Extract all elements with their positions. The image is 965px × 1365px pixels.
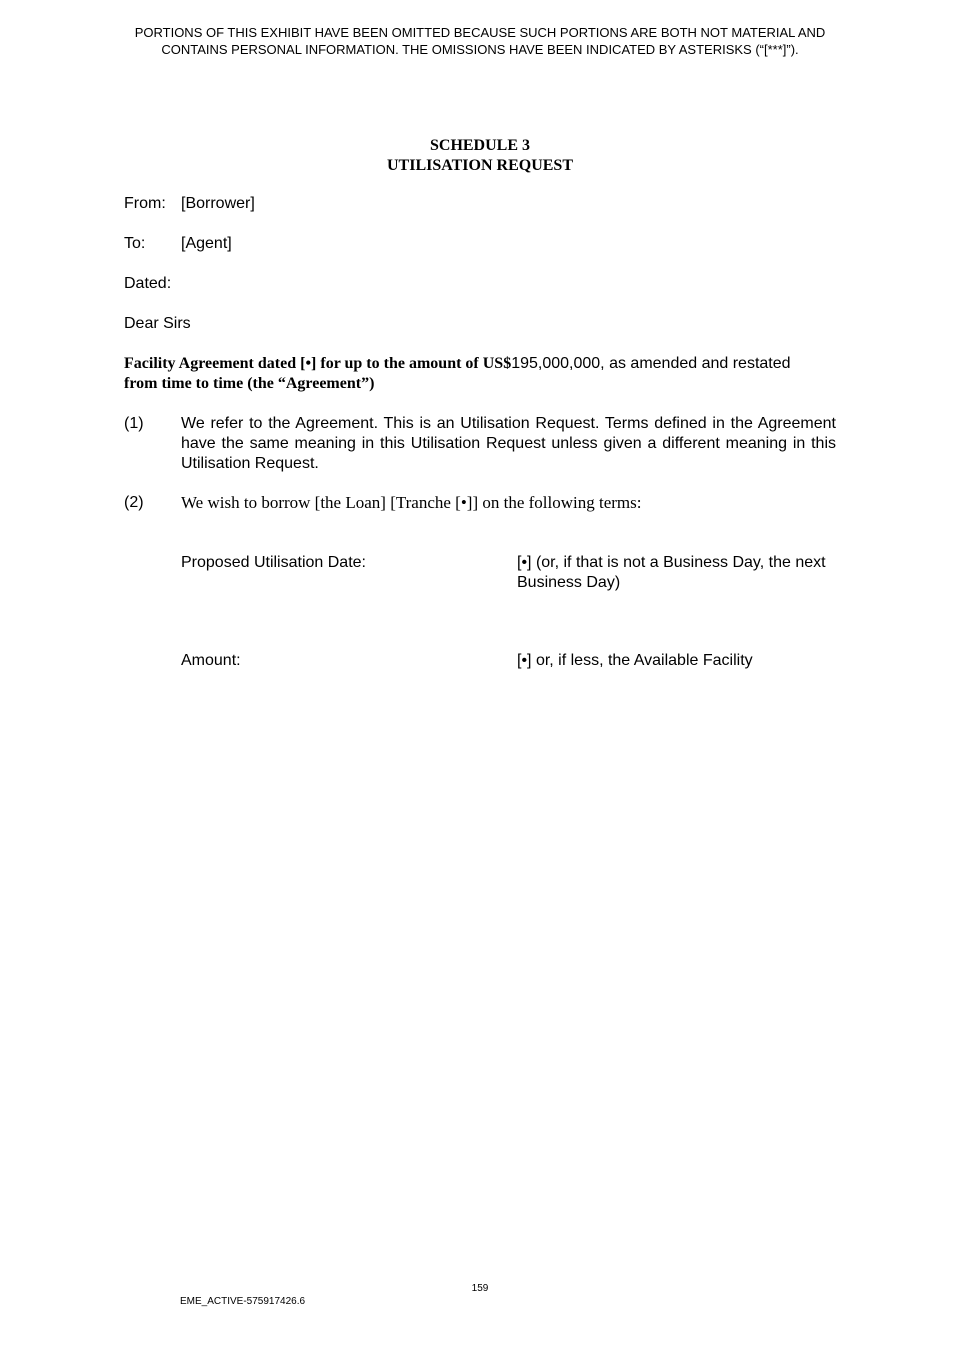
paragraph-1 <box>124 414 836 474</box>
schedule-title: UTILISATION REQUEST <box>387 157 573 174</box>
from-field <box>124 194 255 214</box>
document-reference: EME_ACTIVE-575917426.6 <box>180 1296 306 1307</box>
subject-bold-part: Facility Agreement dated [•] for up to the amount of US$ <box>124 355 512 372</box>
omission-notice-line-1: PORTIONS OF THIS EXHIBIT HAVE BEEN OMITTED BECAUSE SUCH PORTIONS ARE BOTH NOT MATERIAL AND <box>134 25 826 40</box>
term-label: Amount: <box>181 652 241 669</box>
paragraph-number: (2) <box>124 494 144 511</box>
schedule-heading <box>0 136 960 176</box>
term-label: Proposed Utilisation Date: <box>181 554 366 571</box>
dated-label: Dated: <box>124 275 172 292</box>
page-number: 159 <box>471 1283 489 1294</box>
dated-field <box>124 274 171 294</box>
to-value: [Agent] <box>181 235 232 252</box>
subject-amount: 195,000,000, as amended and restated <box>511 355 791 372</box>
subject-line-2: from time to time (the “Agreement”) <box>124 375 375 392</box>
omission-notice-line-2: CONTAINS PERSONAL INFORMATION. THE OMISSIONS HAVE BEEN INDICATED BY ASTERISKS (“[***]”). <box>161 42 799 57</box>
subject-line <box>124 354 836 394</box>
salutation: Dear Sirs <box>124 315 191 332</box>
term-amount <box>181 651 836 671</box>
to-label: To: <box>124 235 146 252</box>
to-field <box>124 234 232 254</box>
paragraph-number: (1) <box>124 415 144 432</box>
omission-notice <box>100 24 860 58</box>
term-value: [•] (or, if that is not a Business Day, the next Business Day) <box>517 554 826 591</box>
from-label: From: <box>124 195 166 212</box>
from-value: [Borrower] <box>181 195 255 212</box>
paragraph-text: We wish to borrow [the Loan] [Tranche [•]] on the following terms: <box>181 493 642 512</box>
term-value: [•] or, if less, the Available Facility <box>517 652 753 669</box>
term-proposed-utilisation-date <box>181 553 836 593</box>
paragraph-text: We refer to the Agreement. This is an Utilisation Request. Terms defined in the Agreement have the same meaning in this Utilisation Request unless given a different meaning in this Utilisation Request. <box>181 415 836 472</box>
paragraph-2 <box>124 493 836 513</box>
schedule-number: SCHEDULE 3 <box>429 137 531 154</box>
